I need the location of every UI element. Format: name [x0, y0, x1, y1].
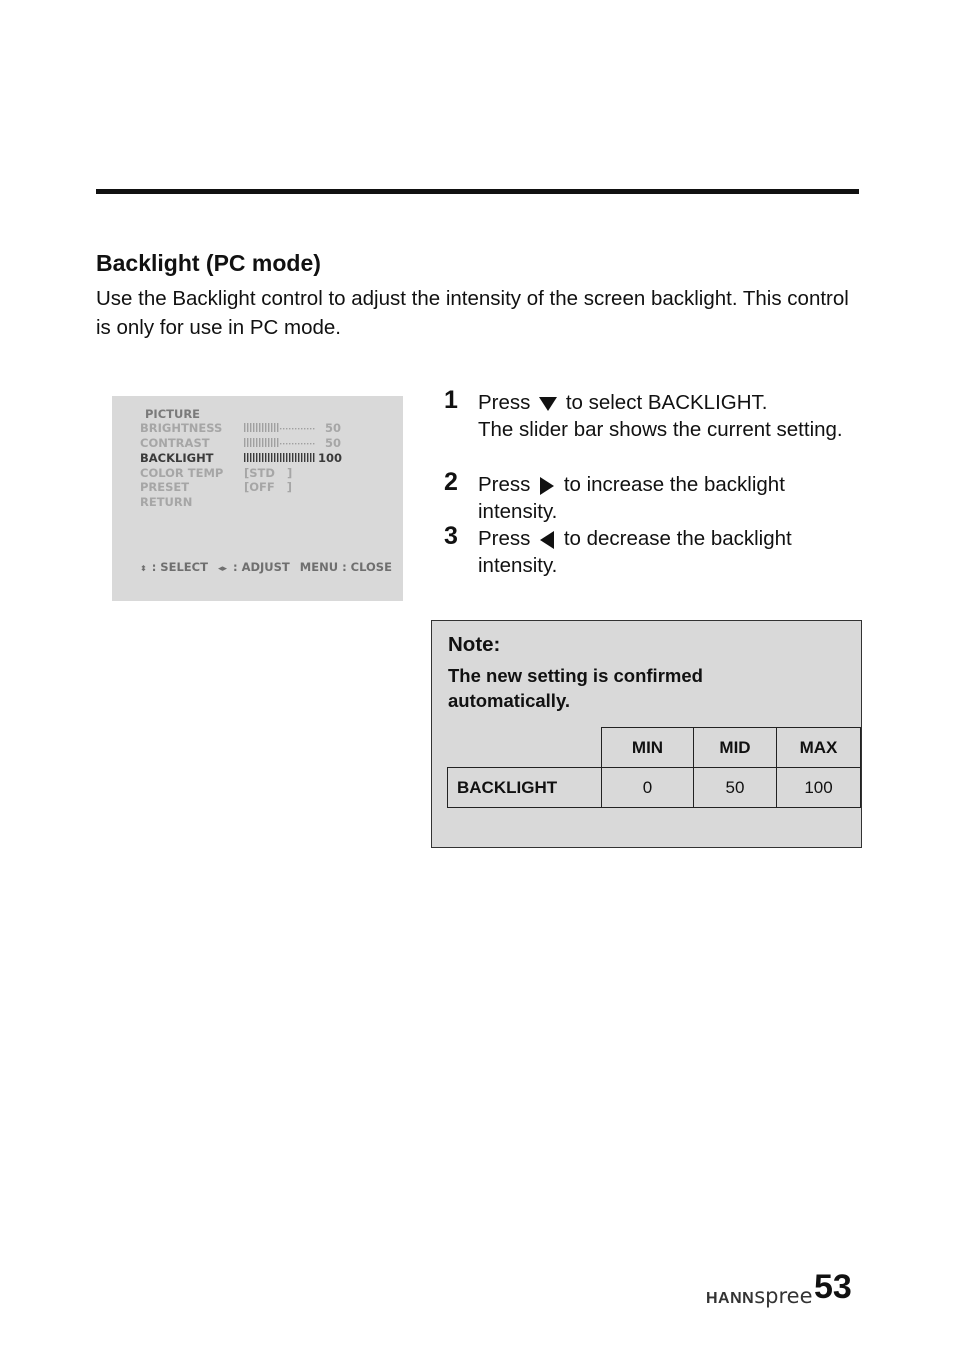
slider-tick-filled	[286, 453, 287, 462]
slider-tick-empty	[307, 443, 308, 444]
slider-tick-filled	[250, 453, 251, 462]
osd-row-value: 50	[325, 421, 342, 435]
osd-row-brightness	[140, 421, 390, 436]
step-number: 1	[444, 386, 458, 414]
slider-tick-filled	[247, 453, 248, 462]
slider-tick-filled	[262, 423, 263, 432]
slider-tick-filled	[274, 423, 275, 432]
brand-logo: HANNspree	[706, 1284, 813, 1308]
osd-row-contrast	[140, 436, 390, 451]
top-rule	[96, 189, 859, 194]
osd-row-option: [STD ]	[244, 466, 293, 480]
slider-tick-filled	[295, 453, 296, 462]
slider-tick-empty	[307, 428, 308, 429]
table-cell: 0	[602, 768, 694, 808]
osd-select-hint: : SELECT	[151, 560, 208, 574]
slider-tick-filled	[256, 453, 257, 462]
slider-tick-filled	[268, 438, 269, 447]
slider-tick-filled	[259, 438, 260, 447]
slider-tick-filled	[244, 438, 245, 447]
section-title: Backlight (PC mode)	[96, 250, 321, 276]
slider-tick-filled	[268, 453, 269, 462]
slider-tick-empty	[304, 443, 305, 444]
slider-tick-empty	[313, 428, 314, 429]
slider-tick-filled	[256, 423, 257, 432]
table-row-label: BACKLIGHT	[448, 768, 602, 808]
table-corner	[448, 728, 602, 768]
slider-tick-empty	[301, 443, 302, 444]
left-right-arrows-icon: ◂▸	[217, 564, 227, 574]
table-header-cell: MID	[694, 728, 777, 768]
slider-tick-filled	[271, 423, 272, 432]
osd-row-label: BACKLIGHT	[140, 451, 214, 465]
osd-row-return	[140, 495, 390, 510]
step-number: 2	[444, 468, 458, 496]
slider-tick-empty	[313, 443, 314, 444]
step-text: Press to select BACKLIGHT. The slider bar shows the current setting.	[478, 391, 843, 441]
slider-tick-filled	[268, 423, 269, 432]
table-header-row	[448, 728, 861, 768]
backlight-range-table	[447, 727, 861, 808]
slider-tick-filled	[247, 438, 248, 447]
slider-tick-filled	[310, 453, 311, 462]
slider-tick-empty	[286, 443, 287, 444]
slider-tick-filled	[253, 438, 254, 447]
up-down-arrows-icon: ⬍	[140, 564, 146, 573]
slider-tick-filled	[262, 438, 263, 447]
osd-slider	[244, 423, 316, 432]
slider-tick-empty	[298, 443, 299, 444]
page-number: 53	[814, 1268, 852, 1306]
table-cell: 100	[777, 768, 861, 808]
osd-slider	[244, 438, 316, 447]
osd-row-backlight	[140, 451, 390, 466]
note-box	[431, 620, 862, 848]
intro-paragraph: Use the Backlight control to adjust the intensity of the screen backlight. This control is only for use in PC mode.	[96, 287, 849, 339]
slider-tick-filled	[253, 423, 254, 432]
slider-tick-filled	[277, 438, 278, 447]
table-cell: 50	[694, 768, 777, 808]
slider-tick-filled	[262, 453, 263, 462]
osd-row-label: COLOR TEMP	[140, 466, 224, 480]
osd-row-color-temp	[140, 466, 390, 481]
slider-tick-filled	[271, 453, 272, 462]
slider-tick-empty	[298, 428, 299, 429]
note-title: Note:	[448, 633, 501, 656]
table-header-cell: MAX	[777, 728, 861, 768]
slider-tick-filled	[250, 423, 251, 432]
slider-tick-empty	[286, 428, 287, 429]
slider-tick-filled	[265, 423, 266, 432]
slider-tick-filled	[283, 453, 284, 462]
osd-menu	[112, 396, 403, 601]
slider-tick-filled	[301, 453, 302, 462]
slider-tick-filled	[271, 438, 272, 447]
slider-tick-empty	[304, 428, 305, 429]
slider-tick-empty	[283, 428, 284, 429]
slider-tick-filled	[274, 453, 275, 462]
slider-tick-filled	[259, 453, 260, 462]
slider-tick-filled	[277, 453, 278, 462]
osd-adjust-hint: : ADJUST	[232, 560, 290, 574]
slider-tick-empty	[292, 443, 293, 444]
osd-row-label: PRESET	[140, 480, 190, 494]
slider-tick-filled	[304, 453, 305, 462]
table-row	[448, 768, 861, 808]
slider-tick-filled	[244, 423, 245, 432]
step-detail: The slider bar shows the current setting.	[478, 418, 843, 441]
slider-tick-empty	[280, 443, 281, 444]
osd-slider	[244, 453, 316, 462]
down-triangle-icon	[539, 396, 557, 412]
note-text: The new setting is confirmed automatically.	[448, 665, 703, 711]
slider-tick-empty	[295, 428, 296, 429]
osd-row-label: BRIGHTNESS	[140, 421, 223, 435]
slider-tick-filled	[253, 453, 254, 462]
slider-tick-filled	[265, 453, 266, 462]
slider-tick-empty	[289, 443, 290, 444]
slider-tick-filled	[265, 438, 266, 447]
slider-tick-filled	[274, 438, 275, 447]
right-triangle-icon	[539, 477, 555, 495]
table-header-cell: MIN	[602, 728, 694, 768]
osd-close-hint: MENU : CLOSE	[299, 560, 392, 574]
osd-row-label: RETURN	[140, 495, 193, 509]
slider-tick-empty	[310, 443, 311, 444]
step-number: 3	[444, 522, 458, 550]
slider-tick-filled	[256, 438, 257, 447]
slider-tick-empty	[301, 428, 302, 429]
slider-tick-empty	[292, 428, 293, 429]
osd-row-label: CONTRAST	[140, 436, 210, 450]
slider-tick-filled	[298, 453, 299, 462]
slider-tick-empty	[283, 443, 284, 444]
slider-tick-filled	[244, 453, 245, 462]
slider-tick-empty	[310, 428, 311, 429]
osd-title: PICTURE	[145, 407, 201, 421]
osd-row-option: [OFF ]	[244, 480, 293, 494]
osd-row-preset	[140, 480, 390, 495]
slider-tick-filled	[259, 423, 260, 432]
step-text: Press to decrease the backlight intensity.	[478, 527, 792, 577]
step-text: Press to increase the backlight intensity.	[478, 473, 785, 523]
slider-tick-filled	[280, 453, 281, 462]
slider-tick-filled	[307, 453, 308, 462]
slider-tick-filled	[277, 423, 278, 432]
osd-row-value: 50	[325, 436, 342, 450]
slider-tick-filled	[292, 453, 293, 462]
slider-tick-empty	[280, 428, 281, 429]
slider-tick-filled	[289, 453, 290, 462]
slider-tick-filled	[247, 423, 248, 432]
slider-tick-empty	[295, 443, 296, 444]
slider-tick-filled	[250, 438, 251, 447]
osd-row-value: 100	[318, 451, 343, 465]
slider-tick-filled	[313, 453, 314, 462]
left-triangle-icon	[539, 531, 555, 549]
osd-footer	[140, 560, 398, 574]
slider-tick-empty	[289, 428, 290, 429]
